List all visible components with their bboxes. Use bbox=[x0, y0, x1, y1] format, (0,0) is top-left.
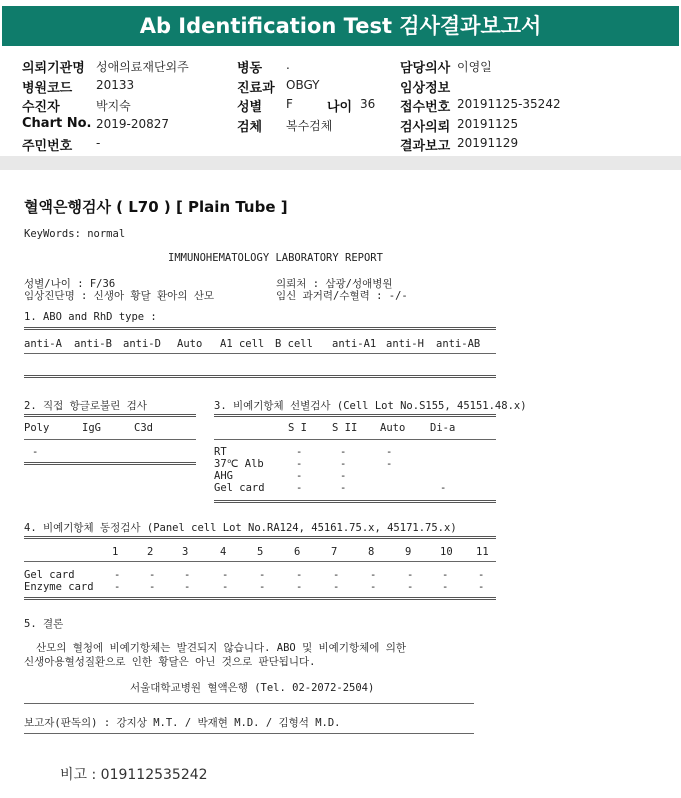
field-value-accession: 20191125-35242 bbox=[457, 97, 561, 111]
panel-header-cell: 11 bbox=[476, 546, 489, 558]
panel-cell: - bbox=[184, 581, 191, 593]
screen-cell: - bbox=[340, 470, 347, 482]
panel-cell: - bbox=[149, 569, 156, 581]
panel-cell: - bbox=[259, 581, 266, 593]
abo-header-cell: anti-A1 bbox=[332, 338, 377, 350]
screen-header-dia: Di-a bbox=[430, 422, 456, 434]
screen-cell: - bbox=[296, 446, 303, 458]
panel-cell: - bbox=[407, 581, 414, 593]
field-label-chart-no: Chart No. bbox=[22, 116, 92, 131]
field-label-institution: 의뢰기관명 bbox=[22, 61, 85, 76]
report-title: Ab Identification Test 검사결과보고서 bbox=[139, 14, 542, 38]
field-label-ward: 병동 bbox=[237, 61, 263, 76]
field-label-patient: 수진자 bbox=[22, 100, 60, 115]
panel-cell: - bbox=[296, 581, 303, 593]
rule-single bbox=[24, 439, 196, 440]
panel-cell: - bbox=[333, 569, 340, 581]
field-label-request-date: 검사의뢰 bbox=[400, 120, 451, 135]
screen-cell: - bbox=[340, 446, 347, 458]
screen-row-label: Gel card bbox=[214, 482, 265, 494]
panel-header-cell: 8 bbox=[368, 546, 375, 558]
field-label-hospital-code: 병원코드 bbox=[22, 81, 73, 96]
sec4-title: 4. 비예기항체 동정검사 (Panel cell Lot No.RA124, 45161.75.x, 45171.75.x) bbox=[24, 522, 457, 534]
sec1-title: 1. ABO and RhD type : bbox=[24, 311, 157, 323]
panel-header-cell: 6 bbox=[294, 546, 301, 558]
clinical-diagnosis: 임상진단명 : 신생아 황달 환아의 산모 bbox=[24, 290, 215, 302]
reporters: 보고자(판독의) : 강지상 M.T. / 박재현 M.D. / 김형석 M.D. bbox=[24, 717, 341, 729]
panel-header-cell: 7 bbox=[331, 546, 338, 558]
screen-cell: - bbox=[386, 446, 393, 458]
dat-header-c3d: C3d bbox=[134, 422, 153, 434]
field-label-specimen: 검체 bbox=[237, 120, 263, 135]
panel-header-cell: 5 bbox=[257, 546, 264, 558]
dat-value: - bbox=[32, 446, 39, 458]
field-value-institution: 성애의료재단외주 bbox=[96, 60, 189, 74]
screen-cell: - bbox=[296, 482, 303, 494]
abo-header-cell: B cell bbox=[275, 338, 313, 350]
rule-double bbox=[214, 500, 496, 503]
screen-cell: - bbox=[296, 458, 303, 470]
rule-single bbox=[24, 733, 474, 734]
panel-cell: - bbox=[184, 569, 191, 581]
field-value-chart-no: 2019-20827 bbox=[96, 117, 170, 131]
rule-double bbox=[24, 375, 496, 378]
scanned-report bbox=[0, 170, 681, 798]
field-value-hospital-code: 20133 bbox=[96, 78, 135, 92]
field-label-accession: 접수번호 bbox=[400, 100, 451, 115]
sex-age: 성별/나이 : F/36 bbox=[24, 278, 116, 290]
rule-double bbox=[24, 597, 496, 600]
rule-double bbox=[214, 414, 496, 417]
field-value-patient: 박지숙 bbox=[96, 99, 131, 113]
screen-cell: - bbox=[340, 482, 347, 494]
screen-row-label: 37℃ Alb bbox=[214, 458, 264, 470]
remark: 비고 : 019112535242 bbox=[60, 767, 208, 783]
panel-cell: - bbox=[333, 581, 340, 593]
panel-header-cell: 4 bbox=[220, 546, 227, 558]
abo-header-cell: anti-AB bbox=[436, 338, 481, 350]
panel-cell: - bbox=[222, 569, 229, 581]
field-label-department: 진료과 bbox=[237, 81, 275, 96]
section-divider bbox=[0, 156, 681, 170]
rule-single bbox=[24, 561, 496, 562]
panel-cell: - bbox=[114, 569, 121, 581]
panel-row-label: Gel card bbox=[24, 569, 75, 581]
screen-cell: - bbox=[340, 458, 347, 470]
panel-cell: - bbox=[442, 581, 449, 593]
screen-cell: - bbox=[386, 458, 393, 470]
panel-cell: - bbox=[478, 581, 485, 593]
field-label-report-date: 결과보고 bbox=[400, 139, 451, 154]
panel-cell: - bbox=[114, 581, 121, 593]
sec5-title: 5. 결론 bbox=[24, 618, 64, 630]
pregnancy-transfusion-history: 임신 과거력/수혈력 : -/- bbox=[276, 290, 408, 302]
report-banner bbox=[0, 0, 681, 52]
rule-double bbox=[24, 462, 196, 465]
field-label-doctor: 담당의사 bbox=[400, 61, 451, 76]
panel-cell: - bbox=[370, 569, 377, 581]
field-value-sex: F bbox=[286, 97, 293, 111]
screen-header-auto: Auto bbox=[380, 422, 406, 434]
conclusion-line-1: 산모의 혈청에 비예기항체는 발견되지 않습니다. ABO 및 비예기항체에 의한 bbox=[36, 642, 407, 654]
screen-row-label: RT bbox=[214, 446, 227, 458]
rule-double bbox=[24, 327, 496, 330]
panel-cell: - bbox=[259, 569, 266, 581]
panel-header-cell: 3 bbox=[182, 546, 189, 558]
screen-header-s1: S I bbox=[288, 422, 307, 434]
conclusion-line-2: 신생아용혈성질환으로 인한 황달은 아닌 것으로 판단됩니다. bbox=[24, 656, 316, 668]
lab-report-title: IMMUNOHEMATOLOGY LABORATORY REPORT bbox=[168, 252, 383, 264]
field-value-request-date: 20191125 bbox=[457, 117, 519, 131]
field-value-department: OBGY bbox=[286, 78, 320, 92]
rule-single bbox=[24, 703, 474, 704]
rule-single bbox=[24, 353, 496, 354]
panel-cell: - bbox=[370, 581, 377, 593]
panel-row-label: Enzyme card bbox=[24, 581, 94, 593]
panel-cell: - bbox=[407, 569, 414, 581]
field-label-age: 나이 bbox=[327, 100, 353, 115]
panel-cell: - bbox=[149, 581, 156, 593]
field-value-resident-no: - bbox=[96, 136, 101, 150]
field-label-sex: 성별 bbox=[237, 100, 263, 115]
panel-header-cell: 10 bbox=[440, 546, 453, 558]
field-label-clinical-info: 임상정보 bbox=[400, 81, 451, 96]
abo-header-cell: A1 cell bbox=[220, 338, 265, 350]
patient-info-header bbox=[0, 52, 681, 156]
hospital-contact: 서울대학교병원 혈액은행 (Tel. 02-2072-2504) bbox=[130, 682, 375, 694]
screen-cell: - bbox=[296, 470, 303, 482]
keywords: KeyWords: normal bbox=[24, 228, 126, 240]
abo-header-cell: anti-D bbox=[123, 338, 161, 350]
sec3-title: 3. 비예기항체 선별검사 (Cell Lot No.S155, 45151.48.x) bbox=[214, 400, 527, 412]
screen-cell: - bbox=[440, 482, 447, 494]
field-label-resident-no: 주민번호 bbox=[22, 139, 73, 154]
rule-double bbox=[24, 536, 496, 539]
abo-header-cell: anti-B bbox=[74, 338, 112, 350]
panel-header-cell: 2 bbox=[147, 546, 154, 558]
field-value-ward: . bbox=[286, 58, 290, 72]
abo-header-cell: anti-A bbox=[24, 338, 62, 350]
panel-header-cell: 9 bbox=[405, 546, 412, 558]
requester: 의뢰처 : 삼광/성애병원 bbox=[276, 278, 393, 290]
rule-double bbox=[24, 414, 196, 417]
abo-header-cell: anti-H bbox=[386, 338, 424, 350]
panel-cell: - bbox=[478, 569, 485, 581]
panel-cell: - bbox=[442, 569, 449, 581]
report-section-title: 혈액은행검사 ( L70 ) [ Plain Tube ] bbox=[24, 198, 288, 216]
field-value-report-date: 20191129 bbox=[457, 136, 519, 150]
panel-cell: - bbox=[222, 581, 229, 593]
screen-header-s2: S II bbox=[332, 422, 358, 434]
field-value-specimen: 복수검체 bbox=[286, 119, 333, 133]
dat-header-poly: Poly bbox=[24, 422, 50, 434]
rule-single bbox=[214, 439, 496, 440]
field-value-doctor: 이영일 bbox=[457, 60, 492, 74]
panel-header-cell: 1 bbox=[112, 546, 119, 558]
sec2-title: 2. 직접 항글로불린 검사 bbox=[24, 400, 147, 412]
screen-row-label: AHG bbox=[214, 470, 233, 482]
panel-cell: - bbox=[296, 569, 303, 581]
abo-header-cell: Auto bbox=[177, 338, 203, 350]
field-value-age: 36 bbox=[360, 97, 376, 111]
dat-header-igg: IgG bbox=[82, 422, 101, 434]
